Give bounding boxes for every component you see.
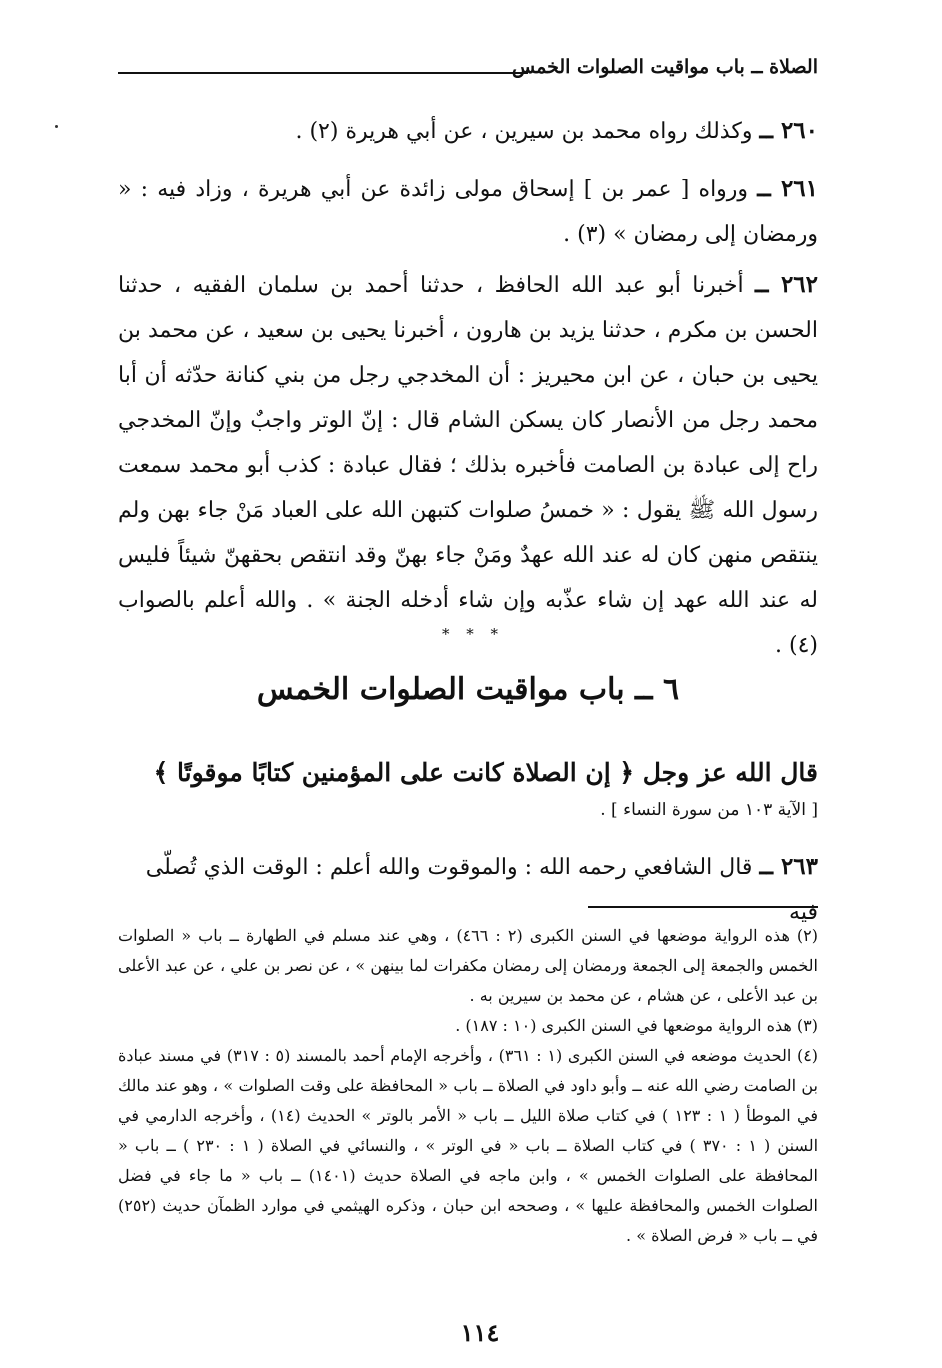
paragraph-text: وكذلك رواه محمد بن سيرين ، عن أبي هريرة (٢) . (295, 119, 753, 144)
paragraph-text: قال الشافعي رحمه الله : والموقوت والله أعلم : الوقت الذي تُصلّى فيه (145, 855, 818, 925)
paragraph-number: ٢٦٣ ــ (759, 853, 818, 880)
page-header (118, 52, 818, 92)
verse-reference: [ الآية ١٠٣ من سورة النساء ] . (600, 800, 818, 820)
footnote-2: (٢) هذه الرواية موضعها في السنن الكبرى (٢ : ٤٦٦) ، وهي عند مسلم في الطهارة ــ باب « الصلوات الخمس والجمعة إلى الجمعة ورمضان إلى رمضان مكفرات لما بينهن » ، عن نصر بن علي ، عن عبد الأعلى بن عبد الأعلى ، عن هشام ، عن محمد بن سيرين به . (118, 926, 819, 1005)
page-number: ١١٤ (460, 1318, 500, 1347)
paragraph-262 (118, 262, 818, 668)
section-separator: * * * (441, 625, 505, 643)
paragraph-text: ورواه [ عمر بن ] إسحاق مولى زائدة عن أبي هريرة ، وزاد فيه : « ورمضان إلى رمضان » (٣) . (118, 177, 818, 247)
paragraph-261 (118, 166, 818, 257)
footnote-rule (588, 906, 818, 908)
paragraph-text: أخبرنا أبو عبد الله الحافظ ، حدثنا أحمد بن سلمان الفقيه ، حدثنا الحسن بن مكرم ، حدثنا يزيد بن هارون ، أخبرنا يحيى بن سعيد ، عن محمد بن يحيى بن حبان ، عن ابن محيريز : أن المخدجي رجل من بني كنانة حدّثه أن أبا محمد رجل من الأنصار كان يسكن الشام قال : إنّ الوتر واجبٌ وإنّ المخدجي راح إلى عبادة بن الصامت فأخبره بذلك ؛ فقال عبادة : كذب أبو محمد سمعت رسول الله ﷺ يقول : « خمسُ صلوات كتبهن الله على العباد مَنْ جاء بهن ولم ينتقص منهن كان له عند الله عهدٌ ومَنْ جاء بهنّ وقد انتقص بحقهنّ شيئاً فليس له عند الله عهد إن شاء عذّبه وإن شاء أدخله الجنة » . والله أعلم بالصواب (٤) . (118, 273, 818, 658)
header-rule (118, 72, 528, 74)
chapter-title: ٦ ــ باب مواقيت الصلوات الخمس (256, 672, 680, 707)
quran-verse: قال الله عز وجل ﴿ إن الصلاة كانت على المؤمنين كتابًا موقوتًا ﴾ (153, 758, 818, 787)
paragraph-260 (118, 108, 818, 154)
footnote-3: (٣) هذه الرواية موضعها في السنن الكبرى (١٠ : ١٨٧) . (455, 1016, 818, 1035)
running-head: الصلاة ــ باب مواقيت الصلوات الخمس (511, 56, 818, 78)
paragraph-number: ٢٦٠ ــ (759, 117, 818, 144)
footnote-4: (٤) الحديث موضعه في السنن الكبرى (١ : ٣٦١) ، وأخرجه الإمام أحمد بالمسند (٥ : ٣١٧) في مسند عبادة بن الصامت رضي الله عنه ــ وأبو داود في الصلاة ــ باب « المحافظة على وقت الصلوات » ، وهو عند مالك في الموطأ ( ١ : ١٢٣ ) في كتاب صلاة الليل ــ باب « الأمر بالوتر » الحديث (١٤) ، وأخرجه الدارمي في السنن ( ١ : ٣٧٠ ) في كتاب الصلاة ــ باب « في الوتر » ، والنسائي في الصلاة ( ١ : ٢٣٠ ) ــ باب « المحافظة على الصلوات الخمس » ، وابن ماجه في الصلاة حديث (١٤٠١) ــ باب « ما جاء في فضل الصلوات الخمس والمحافظة عليها » ، وصححه ابن حبان ، وذكره الهيثمي في موارد الظمآن حديث (٢٥٢) في ــ باب « فرض الصلاة » . (118, 1046, 819, 1245)
paragraph-number: ٢٦٢ ــ (755, 271, 818, 298)
scan-speck (55, 125, 58, 128)
footnotes (118, 921, 818, 1251)
paragraph-number: ٢٦١ ــ (757, 175, 819, 202)
